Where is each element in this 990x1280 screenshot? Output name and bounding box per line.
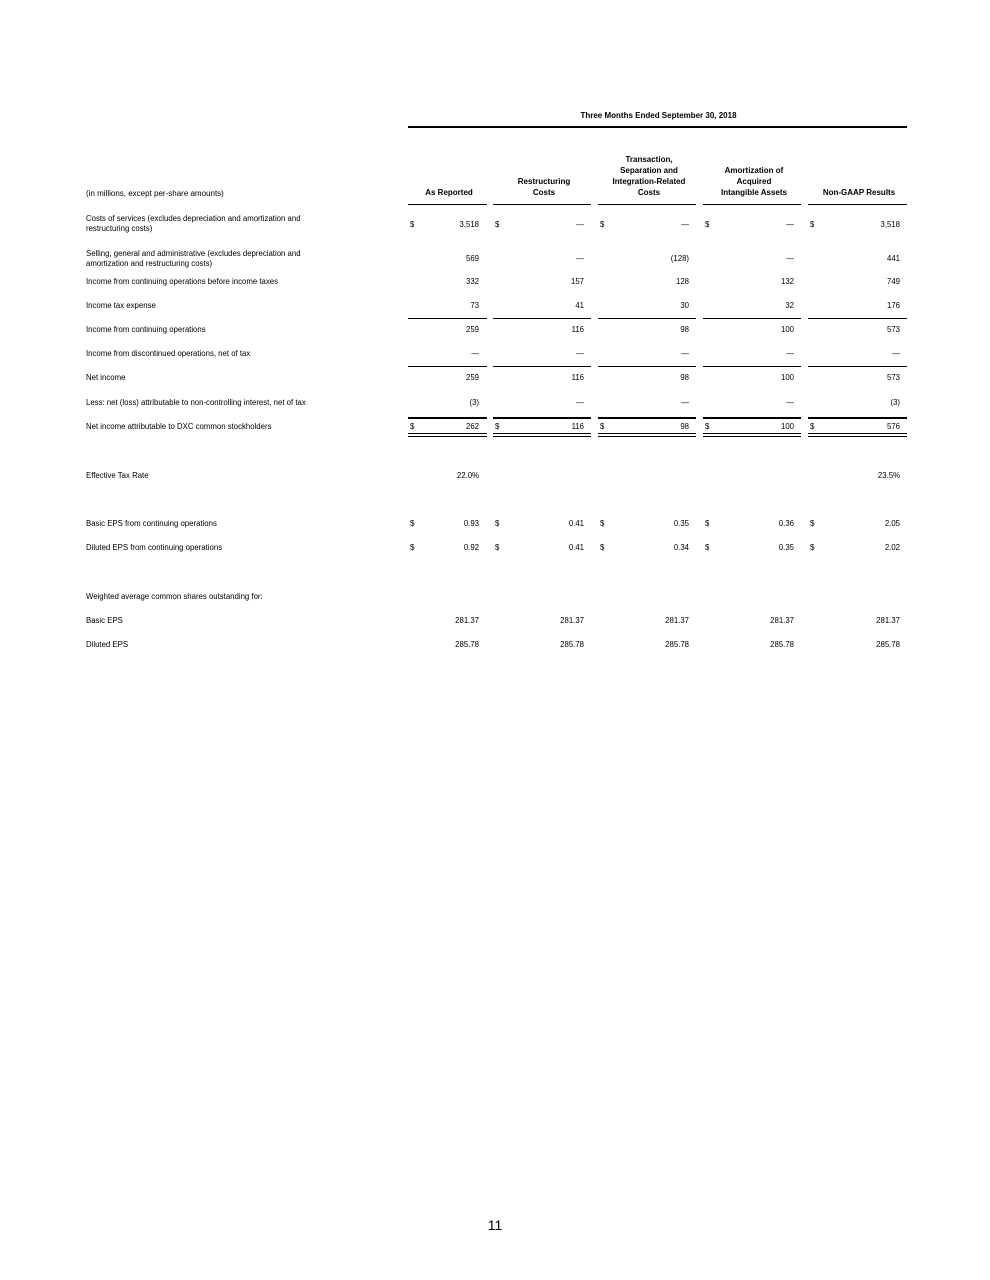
currency-symbol: $ [410,422,415,431]
currency-symbol: $ [410,519,415,528]
table-cell: — [786,398,794,407]
table-cell: 0.41 [568,519,584,528]
table-cell: 0.34 [673,543,689,552]
table-cell: 573 [886,325,900,334]
currency-symbol: $ [705,422,710,431]
table-cell: 100 [780,422,794,431]
row-label: Selling, general and administrative (excludes depreciation and [86,249,301,258]
column-header-line: As Reported [425,188,473,197]
table-cell: — [576,254,584,263]
column-header-line: Acquired [736,177,772,186]
table-cell: 576 [886,422,900,431]
table-cell: 176 [886,301,900,310]
table-cell: (3) [890,398,900,407]
table-cell: 3,518 [880,220,900,229]
table-cell: — [681,349,689,358]
table-cell: 128 [675,277,689,286]
table-cell: 441 [886,254,900,263]
table-cell: 41 [575,301,584,310]
table-cell: — [786,220,794,229]
page-number: 11 [487,1217,503,1233]
table-cell: 285.78 [560,640,584,649]
currency-symbol: $ [600,519,605,528]
table-cell: — [786,254,794,263]
column-rule [598,318,696,319]
table-cell: 0.92 [463,543,479,552]
column-rule [493,366,591,367]
column-rule [408,366,487,367]
row-label: Diluted EPS [86,640,129,649]
currency-symbol: $ [495,519,500,528]
column-header-line: Restructuring [517,177,571,186]
column-header-line: Intangible Assets [721,188,787,197]
table-cell: 281.37 [455,616,479,625]
table-cell: 116 [571,325,584,334]
column-rule [598,204,696,205]
column-rule [408,318,487,319]
table-cell: 116 [571,422,584,431]
table-cell: 30 [680,301,689,310]
column-rule [493,417,591,419]
row-label: restructuring costs) [86,224,153,233]
table-cell: 157 [570,277,584,286]
row-label: Less: net (loss) attributable to non-controlling interest, net of tax [86,398,306,407]
column-header-line: Costs [532,188,556,197]
column-header-line: Transaction, [625,155,673,164]
row-label: Income from continuing operations [86,325,206,334]
column-rule [703,318,801,319]
currency-symbol: $ [705,543,710,552]
currency-symbol: $ [495,220,500,229]
column-rule [703,366,801,367]
table-cell: — [576,398,584,407]
table-cell: 116 [571,373,584,382]
column-rule [598,366,696,367]
table-cell: 281.37 [560,616,584,625]
table-cell: 285.78 [455,640,479,649]
table-cell: 332 [465,277,479,286]
table-cell: 573 [886,373,900,382]
table-cell: — [471,349,479,358]
currency-symbol: $ [495,422,500,431]
column-rule [703,417,801,419]
row-label: Effective Tax Rate [86,471,149,480]
column-header-line: Amortization of [724,166,784,175]
table-cell: 569 [465,254,479,263]
currency-symbol: $ [600,422,605,431]
table-cell: 132 [780,277,794,286]
row-label: Diluted EPS from continuing operations [86,543,223,552]
row-label: amortization and restructuring costs) [86,259,213,268]
table-cell: 98 [680,325,689,334]
table-cell: 2.02 [884,543,900,552]
table-cell: 0.36 [778,519,794,528]
row-label: Net income attributable to DXC common stockholders [86,422,272,431]
table-cell: 0.35 [673,519,689,528]
table-cell: (128) [670,254,689,263]
table-cell: — [681,220,689,229]
table-cell: — [892,349,900,358]
row-label: Net income [86,373,126,382]
column-double-rule [598,433,696,437]
column-header-line: Integration-Related [612,177,686,186]
column-rule [808,366,907,367]
row-label: Basic EPS [86,616,123,625]
currency-symbol: $ [810,543,815,552]
table-cell: — [681,398,689,407]
table-cell: 100 [780,325,794,334]
table-cell: 285.78 [665,640,689,649]
column-header-line: Separation and [620,166,678,175]
currency-symbol: $ [600,220,605,229]
currency-symbol: $ [810,422,815,431]
row-label: Basic EPS from continuing operations [86,519,217,528]
row-label: Income tax expense [86,301,156,310]
table-cell: 281.37 [770,616,794,625]
column-double-rule [703,433,801,437]
table-cell: — [576,220,584,229]
unit-label: (in millions, except per-share amounts) [86,189,224,198]
column-rule [408,417,487,419]
table-cell: 98 [680,422,689,431]
table-cell: 0.93 [463,519,479,528]
row-label: Weighted average common shares outstanding for: [86,592,263,601]
currency-symbol: $ [410,543,415,552]
row-label: Income from continuing operations before income taxes [86,277,278,286]
column-double-rule [493,433,591,437]
table-cell: 281.37 [665,616,689,625]
currency-symbol: $ [705,519,710,528]
table-cell: 32 [785,301,794,310]
table-title: Three Months Ended September 30, 2018 [580,111,737,120]
currency-symbol: $ [705,220,710,229]
table-cell: — [786,349,794,358]
table-cell: 0.35 [778,543,794,552]
table-cell: (3) [469,398,479,407]
currency-symbol: $ [810,519,815,528]
column-rule [493,204,591,205]
table-cell: 285.78 [876,640,900,649]
column-rule [808,204,907,205]
column-rule [408,204,487,205]
column-header-line: Costs [637,188,661,197]
table-cell: 3,518 [459,220,479,229]
table-cell: 0.41 [568,543,584,552]
row-label: Income from discontinued operations, net of tax [86,349,251,358]
column-rule [703,204,801,205]
table-cell: — [576,349,584,358]
column-rule [598,417,696,419]
title-rule [408,126,907,128]
column-rule [493,318,591,319]
table-cell: 100 [780,373,794,382]
row-label: Costs of services (excludes depreciation and amortization and [86,214,301,223]
table-cell: 98 [680,373,689,382]
column-rule [808,417,907,419]
column-rule [808,318,907,319]
currency-symbol: $ [495,543,500,552]
column-double-rule [808,433,907,437]
table-cell: 749 [886,277,900,286]
table-cell: 73 [470,301,479,310]
currency-symbol: $ [410,220,415,229]
table-cell: 259 [465,325,479,334]
currency-symbol: $ [600,543,605,552]
column-double-rule [408,433,487,437]
currency-symbol: $ [810,220,815,229]
table-cell: 285.78 [770,640,794,649]
table-cell: 281.37 [876,616,900,625]
column-header-line: Non-GAAP Results [822,188,896,197]
table-cell: 23.5% [877,471,900,480]
table-cell: 262 [465,422,479,431]
table-cell: 259 [465,373,479,382]
table-cell: 22.0% [456,471,479,480]
table-cell: 2.05 [884,519,900,528]
